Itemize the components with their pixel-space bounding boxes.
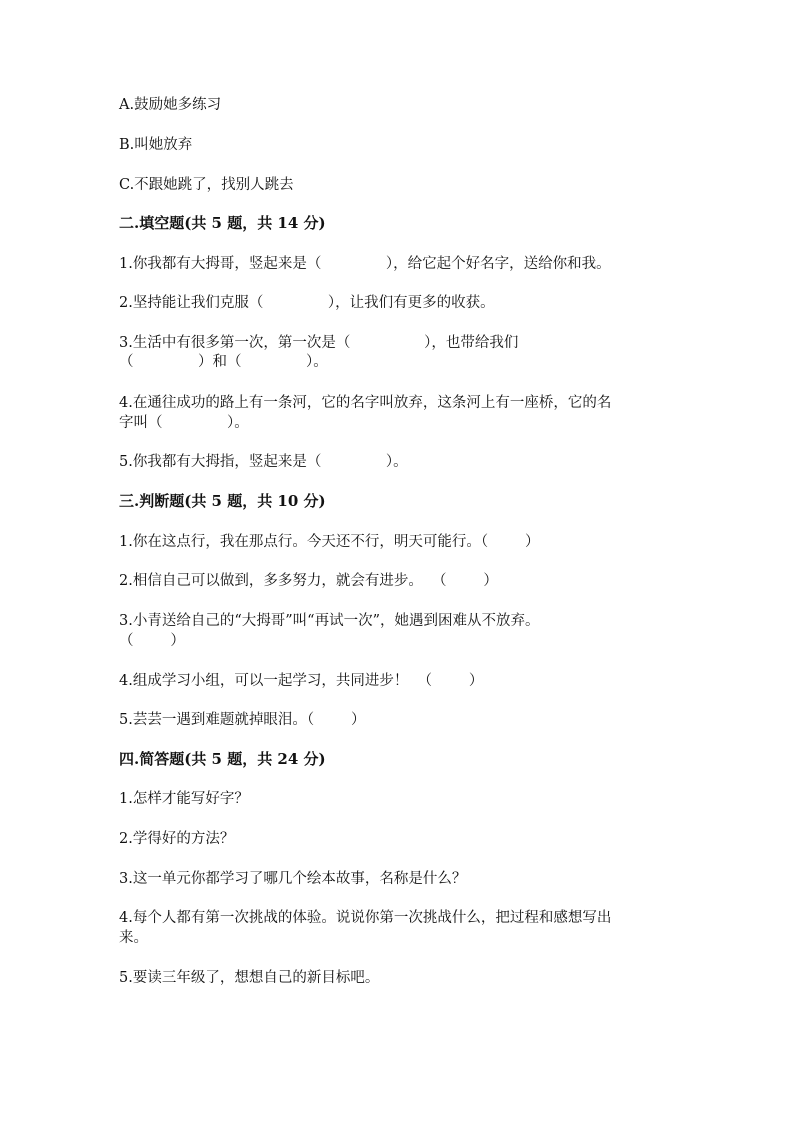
short-q3: 3.这一单元你都学习了哪几个绘本故事，名称是什么？ — [119, 871, 467, 887]
short-q1: 1.怎样才能写好字？ — [119, 791, 249, 807]
short-q5: 5.要读三年级了，想想自己的新目标吧。 — [119, 970, 380, 986]
judge-q4: 4.组成学习小组，可以一起学习，共同进步！ （ ） — [119, 673, 484, 689]
judge-q3-line2: （ ） — [119, 633, 185, 649]
fill-q5: 5.你我都有大拇指，竖起来是（ ）。 — [119, 454, 408, 470]
fill-q4-line1: 4.在通往成功的路上有一条河，它的名字叫放弃，这条河上有一座桥，它的名 — [119, 395, 612, 411]
judge-q3-line1: 3.小青送给自己的“大拇哥”叫“再试一次”，她遇到困难从不放弃。 — [119, 613, 540, 629]
short-q2: 2.学得好的方法？ — [119, 831, 235, 847]
judge-q2: 2.相信自己可以做到，多多努力，就会有进步。 （ ） — [119, 573, 498, 589]
option-b: B.叫她放弃 — [119, 137, 193, 153]
fill-q2: 2.坚持能让我们克服（ ），让我们有更多的收获。 — [119, 295, 495, 311]
judge-heading: 三.判断题(共 5 题，共 10 分) — [119, 492, 326, 510]
option-a: A.鼓励她多练习 — [119, 97, 222, 113]
short-q4-line2: 来。 — [119, 930, 148, 946]
judge-q5: 5.芸芸一遇到难题就掉眼泪。（ ） — [119, 712, 366, 728]
fill-q4-line2: 字叫（ ）。 — [119, 415, 249, 431]
fill-q1: 1.你我都有大拇哥，竖起来是（ ），给它起个好名字，送给你和我。 — [119, 256, 611, 272]
short-q4-line1: 4.每个人都有第一次挑战的体验。说说你第一次挑战什么，把过程和感想写出 — [119, 910, 612, 926]
judge-q1: 1.你在这点行，我在那点行。今天还不行，明天可能行。（ ） — [119, 534, 540, 550]
option-c: C.不跟她跳了，找别人跳去 — [119, 177, 294, 193]
fill-q3-line2: （ ）和（ ）。 — [119, 354, 328, 370]
fill-heading: 二.填空题(共 5 题，共 14 分) — [119, 214, 326, 232]
short-heading: 四.简答题(共 5 题，共 24 分) — [119, 750, 326, 768]
fill-q3-line1: 3.生活中有很多第一次，第一次是（ ），也带给我们 — [119, 335, 519, 351]
